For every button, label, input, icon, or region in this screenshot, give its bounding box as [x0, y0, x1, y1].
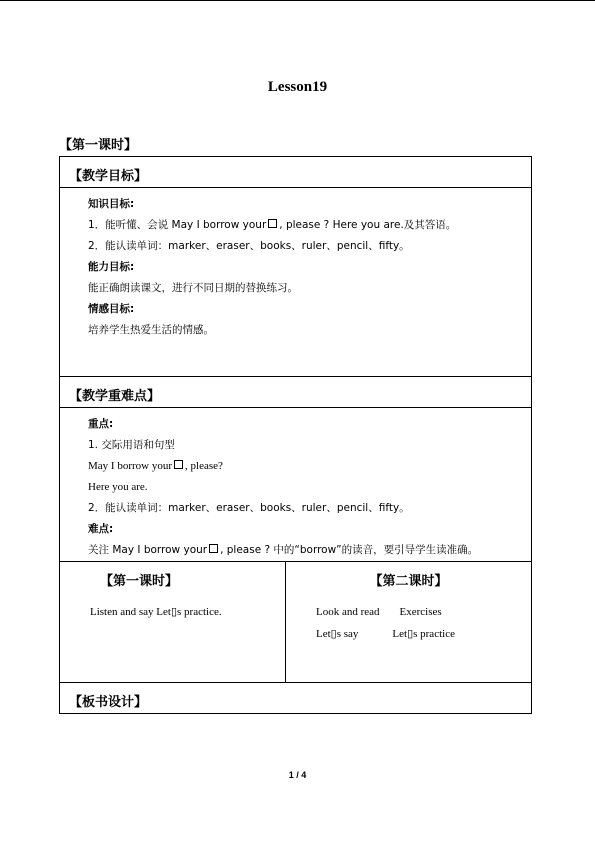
objectives-header: 【教学目标】 [69, 169, 148, 184]
emotion-label: 情感目标: [88, 303, 135, 315]
key-points-header: 【教学重难点】 [69, 389, 161, 404]
key-sentence [88, 456, 531, 477]
page-title: Lesson19 [267, 79, 328, 95]
section-heading: 【第一课时】 [59, 138, 138, 153]
blank-box-icon [209, 544, 218, 553]
page-number: 1 / 4 [288, 770, 307, 780]
knowledge-item-1-pre: 1．能听懂、会说 May I borrow your [88, 219, 267, 231]
second-period-cell [286, 562, 532, 683]
first-period-title: 【第一课时】 [100, 574, 179, 589]
key-sentence-post: , please? [185, 460, 223, 472]
blank-box-icon [174, 460, 183, 469]
first-period-item: Listen and say Let▯s practice. [90, 606, 222, 618]
key-label: 重点: [88, 418, 114, 430]
key-sentence-pre: May I borrow your [88, 460, 173, 472]
lesson-plan-table [59, 156, 532, 714]
board-header: 【板书设计】 [69, 695, 148, 710]
top-rule [0, 0, 595, 1]
ability-label: 能力目标: [88, 261, 135, 273]
knowledge-item-1 [88, 215, 531, 236]
second-period-item-c: Let▯s say [316, 628, 359, 640]
second-period-title: 【第二课时】 [369, 574, 448, 589]
key-item-2: 2．能认读单词：marker、eraser、books、ruler、pencil、fifty。 [88, 502, 410, 514]
key-points-header-cell [60, 377, 532, 408]
ability-item-1: 能正确朗读课文，进行不同日期的替换练习。 [88, 282, 298, 294]
knowledge-item-1-post: , please ? Here you are.及其答语。 [279, 219, 457, 231]
difficult-item-pre: 关注 May I borrow your [88, 544, 208, 556]
difficult-item-post: , please ? 中的“borrow”的读音，要引导学生读准确。 [220, 544, 479, 556]
objectives-header-cell [60, 157, 532, 188]
second-period-items [286, 589, 531, 645]
second-period-item-b: Exercises [399, 606, 442, 618]
second-period-item-d: Let▯s practice [392, 628, 455, 640]
key-item-1: 1. 交际用语和句型 [88, 439, 175, 451]
blank-box-icon [268, 219, 277, 228]
emotion-item-1: 培养学生热爱生活的情感。 [88, 324, 214, 336]
knowledge-item-2: 2．能认读单词：marker、eraser、books、ruler、pencil、fifty。 [88, 240, 410, 252]
key-points-body [60, 408, 532, 562]
difficult-item [60, 540, 531, 561]
key-answer: Here you are. [88, 481, 148, 493]
objectives-body [60, 188, 532, 377]
knowledge-label: 知识目标: [88, 198, 135, 210]
first-period-cell [60, 562, 286, 683]
second-period-item-a: Look and read [316, 606, 380, 618]
board-header-cell [60, 683, 532, 714]
difficult-label: 难点: [88, 523, 114, 535]
